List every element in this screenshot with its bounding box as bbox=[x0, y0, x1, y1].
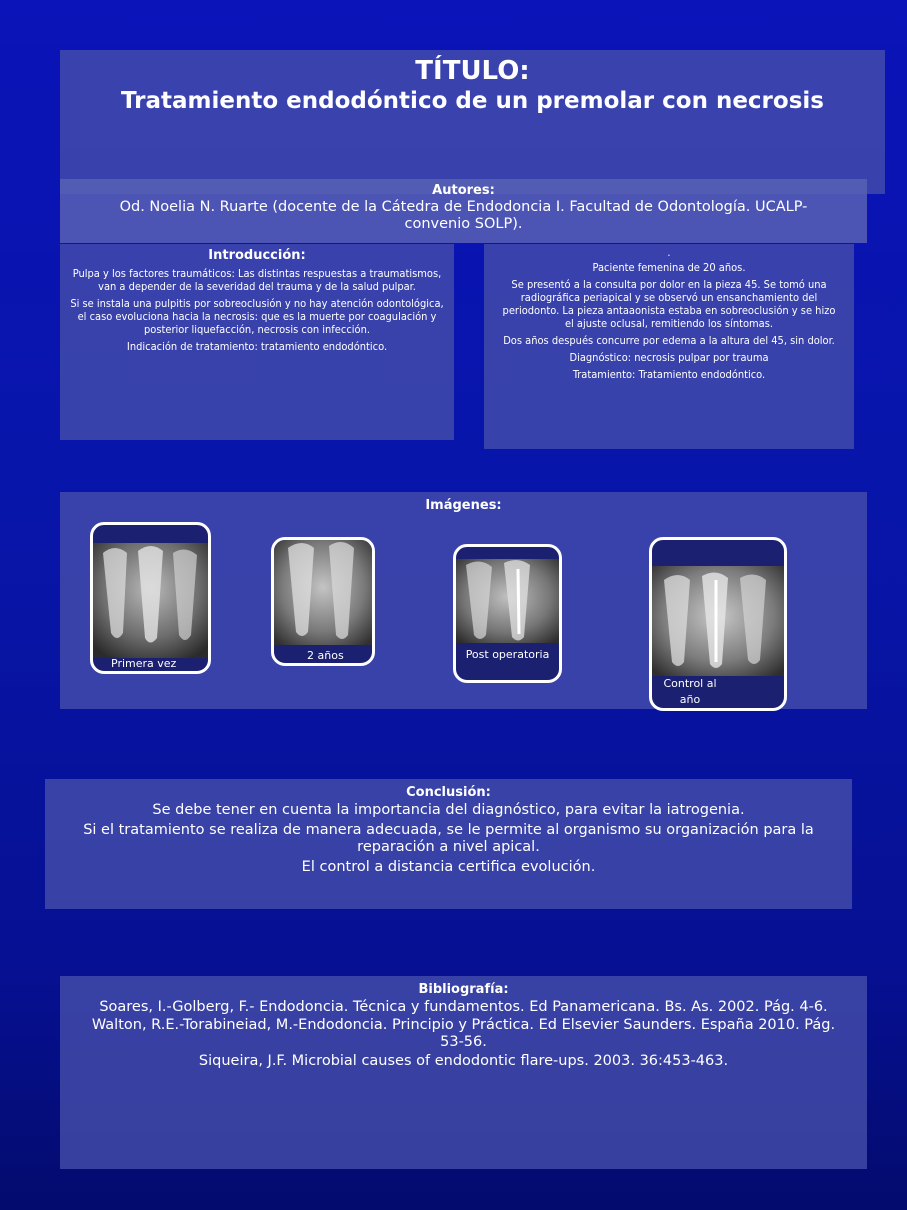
bibliography-heading: Bibliografía: bbox=[418, 982, 509, 997]
xray-radiograph bbox=[274, 540, 372, 645]
conclusion-panel bbox=[45, 779, 852, 909]
xray-image-two-years bbox=[271, 537, 375, 666]
introduction-paragraph: Indicación de tratamiento: tratamiento endodóntico. bbox=[126, 340, 388, 353]
xray-radiograph bbox=[93, 543, 208, 658]
case-heading: . bbox=[667, 246, 671, 259]
case-panel bbox=[484, 244, 854, 449]
conclusion-paragraph: El control a distancia certifica evolución. bbox=[301, 859, 596, 875]
xray-radiograph bbox=[652, 566, 784, 676]
caption-one-year-control: Control al año bbox=[663, 677, 717, 706]
poster-title: Tratamiento endodóntico de un premolar con necrosis bbox=[121, 88, 824, 114]
title-label: TÍTULO: bbox=[415, 56, 530, 86]
conclusion-heading: Conclusión: bbox=[406, 785, 491, 800]
bibliography-entry: Siqueira, J.F. Microbial causes of endodontic flare-ups. 2003. 36:453-463. bbox=[198, 1053, 729, 1069]
introduction-paragraph: Pulpa y los factores traumáticos: Las distintas respuestas a traumatismos, van a depender de la severidad del trauma y de la salud pulpar. bbox=[72, 267, 442, 293]
xray-image-first-visit bbox=[90, 522, 211, 674]
case-paragraph: Se presentó a la consulta por dolor en la pieza 45. Se tomó una radiográfica periapical y se observó un ensanchamiento del periodonto. La pieza antaaonista estaba en sobreoclusión y se hizo el ajuste oclusal, remitiendo los síntomas. bbox=[502, 278, 836, 330]
conclusion-paragraph: Se debe tener en cuenta la importancia del diagnóstico, para evitar la iatrogenia. bbox=[152, 802, 745, 818]
authors-panel bbox=[60, 179, 867, 243]
xray-radiograph bbox=[456, 559, 559, 643]
case-paragraph: Diagnóstico: necrosis pulpar por trauma bbox=[569, 351, 769, 364]
bibliography-panel bbox=[60, 976, 867, 1169]
xray-image-post-op bbox=[453, 544, 562, 683]
bibliography-entry: Soares, I.-Golberg, F.- Endodoncia. Técnica y fundamentos. Ed Panamericana. Bs. As. 2002. Pág. 4-6. bbox=[99, 999, 828, 1015]
introduction-heading: Introducción: bbox=[208, 248, 306, 263]
introduction-paragraph: Si se instala una pulpitis por sobreoclusión y no hay atención odontológica, el caso evoluciona hacia la necrosis: que es la muerte por coagulación y posterior liquefacción, necrosis con infección. bbox=[70, 297, 444, 336]
bibliography-entry: Walton, R.E.-Torabineiad, M.-Endodoncia. Principio y Práctica. Ed Elsevier Saunders. España 2010. Pág. 53-56. bbox=[91, 1017, 836, 1050]
images-heading: Imágenes: bbox=[425, 498, 502, 513]
caption-post-op: Post operatoria bbox=[465, 648, 550, 661]
conclusion-paragraph: Si el tratamiento se realiza de manera adecuada, se le permite al organismo su organización para la reparación a nivel apical. bbox=[83, 822, 814, 855]
case-paragraph: Dos años después concurre por edema a la altura del 45, sin dolor. bbox=[503, 334, 835, 347]
caption-first-visit: Primera vez bbox=[111, 657, 177, 670]
xray-image-one-year-control bbox=[649, 537, 787, 711]
title-panel bbox=[60, 50, 885, 194]
authors-heading: Autores: bbox=[432, 183, 495, 198]
caption-two-years: 2 años bbox=[307, 649, 344, 662]
authors-text: Od. Noelia N. Ruarte (docente de la Cátedra de Endodoncia I. Facultad de Odontología. UCALP-convenio SOLP). bbox=[119, 199, 808, 232]
case-paragraph: Tratamiento: Tratamiento endodóntico. bbox=[572, 368, 766, 381]
introduction-panel bbox=[60, 244, 454, 440]
case-paragraph: Paciente femenina de 20 años. bbox=[592, 261, 746, 274]
